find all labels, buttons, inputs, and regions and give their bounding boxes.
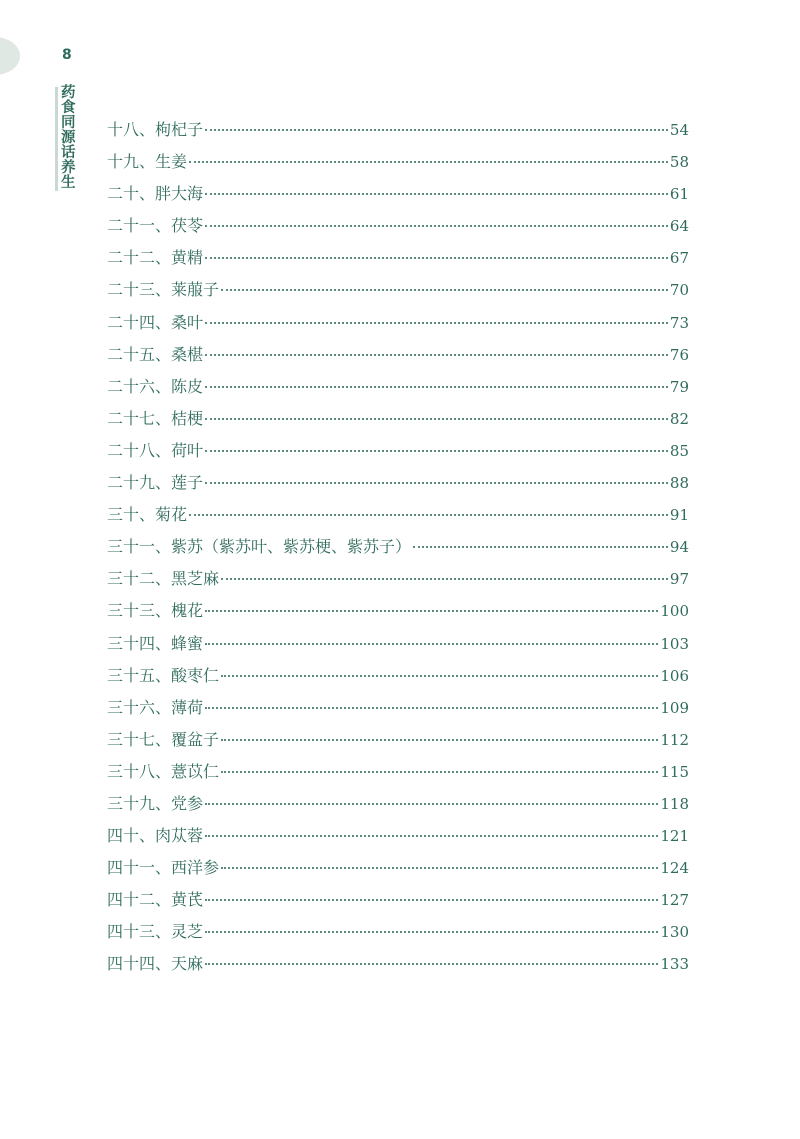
toc-entry[interactable]	[107, 181, 689, 213]
toc-leader-dots	[205, 225, 668, 227]
toc-entry-title: 四十一、西洋参	[107, 858, 220, 878]
toc-leader-dots	[205, 450, 668, 452]
toc-entry-page: 64	[669, 217, 689, 236]
toc-entry-title: 三十七、覆盆子	[107, 729, 220, 749]
toc-entry-title: 二十、胖大海	[107, 184, 204, 204]
toc-leader-dots	[205, 322, 668, 324]
toc-entry[interactable]	[107, 470, 689, 502]
toc-entry-page: 100	[660, 602, 689, 621]
toc-leader-dots	[221, 771, 658, 773]
toc-entry-page: 94	[669, 538, 689, 557]
toc-entry[interactable]	[107, 374, 689, 406]
toc-entry-title: 三十三、槐花	[107, 601, 204, 621]
toc-entry[interactable]	[107, 759, 689, 791]
toc-entry-title: 二十二、黄精	[107, 248, 204, 268]
toc-entry-page: 103	[660, 634, 689, 653]
toc-entry-title: 三十四、蜂蜜	[107, 633, 204, 653]
toc-entry[interactable]	[107, 245, 689, 277]
page-tab-decoration	[0, 37, 20, 75]
toc-entry[interactable]	[107, 919, 689, 951]
toc-leader-dots	[205, 418, 668, 420]
toc-leader-dots	[221, 739, 658, 741]
toc-entry-title: 三十、菊花	[107, 505, 188, 525]
toc-entry-page: 67	[669, 249, 689, 268]
toc-entry[interactable]	[107, 342, 689, 374]
toc-entry[interactable]	[107, 310, 689, 342]
toc-entry-page: 88	[669, 474, 689, 493]
toc-leader-dots	[221, 289, 668, 291]
toc-entry-title: 三十八、薏苡仁	[107, 761, 220, 781]
toc-entry-page: 133	[660, 955, 689, 974]
toc-entry-title: 三十一、紫苏（紫苏叶、紫苏梗、紫苏子）	[107, 537, 412, 557]
toc-entry-title: 二十七、桔梗	[107, 408, 204, 428]
toc-entry-page: 82	[669, 409, 689, 428]
toc-entry[interactable]	[107, 566, 689, 598]
toc-leader-dots	[221, 867, 658, 869]
toc-entry[interactable]	[107, 598, 689, 630]
toc-entry-page: 61	[669, 185, 689, 204]
toc-entry-title: 二十三、莱菔子	[107, 280, 220, 300]
toc-entry-page: 73	[669, 313, 689, 332]
toc-entry[interactable]	[107, 727, 689, 759]
toc-leader-dots	[205, 707, 658, 709]
toc-entry[interactable]	[107, 631, 689, 663]
toc-entry[interactable]	[107, 277, 689, 309]
toc-entry-page: 91	[669, 506, 689, 525]
toc-leader-dots	[205, 931, 658, 933]
toc-entry-title: 四十四、天麻	[107, 954, 204, 974]
toc-leader-dots	[205, 899, 658, 901]
toc-entry-page: 54	[669, 121, 689, 139]
toc-leader-dots	[205, 835, 658, 837]
toc-leader-dots	[205, 193, 668, 195]
toc-entry[interactable]	[107, 117, 689, 149]
toc-entry-page: 121	[660, 827, 689, 846]
toc-entry-page: 130	[660, 923, 689, 942]
toc-entry-page: 97	[669, 570, 689, 589]
toc-entry[interactable]	[107, 951, 689, 983]
side-title-bar	[55, 87, 58, 191]
toc-entry-title: 四十二、黄芪	[107, 890, 204, 910]
toc-entry-title: 三十二、黑芝麻	[107, 569, 220, 589]
toc-leader-dots	[205, 963, 658, 965]
toc-entry[interactable]	[107, 855, 689, 887]
toc-entry-title: 二十六、陈皮	[107, 376, 204, 396]
toc-entry[interactable]	[107, 534, 689, 566]
toc-entry[interactable]	[107, 695, 689, 727]
toc-entry-title: 二十四、桑叶	[107, 312, 204, 332]
toc-leader-dots	[205, 610, 658, 612]
toc-entry-title: 二十一、茯苓	[107, 216, 204, 236]
toc-entry-page: 115	[660, 762, 689, 781]
toc-entry-title: 三十六、薄荷	[107, 697, 204, 717]
toc-entry-title: 二十八、荷叶	[107, 440, 204, 460]
toc-leader-dots	[205, 129, 668, 131]
toc-entry[interactable]	[107, 791, 689, 823]
toc-entry-page: 76	[669, 345, 689, 364]
toc-entry-page: 127	[660, 891, 689, 910]
toc-entry-page: 118	[660, 794, 689, 813]
toc-entry[interactable]	[107, 438, 689, 470]
toc-leader-dots	[205, 643, 658, 645]
toc-entry-title: 二十五、桑椹	[107, 344, 204, 364]
table-of-contents	[107, 117, 689, 984]
toc-leader-dots	[205, 803, 658, 805]
toc-entry-page: 106	[660, 666, 689, 685]
toc-leader-dots	[189, 161, 668, 163]
toc-entry-page: 58	[669, 153, 689, 172]
toc-entry-title: 三十五、酸枣仁	[107, 665, 220, 685]
toc-leader-dots	[189, 514, 668, 516]
toc-entry[interactable]	[107, 213, 689, 245]
toc-entry-title: 二十九、莲子	[107, 473, 204, 493]
toc-entry-title: 三十九、党参	[107, 793, 204, 813]
toc-leader-dots	[205, 354, 668, 356]
book-title: 药食同源话养生	[61, 85, 76, 191]
toc-entry-page: 85	[669, 441, 689, 460]
toc-entry[interactable]	[107, 663, 689, 695]
toc-entry[interactable]	[107, 502, 689, 534]
toc-entry-page: 109	[660, 698, 689, 717]
toc-leader-dots	[205, 257, 668, 259]
toc-entry[interactable]	[107, 887, 689, 919]
toc-entry-title: 十八、枸杞子	[107, 120, 204, 139]
page-number: 8	[62, 47, 72, 63]
toc-entry[interactable]	[107, 406, 689, 438]
toc-leader-dots	[205, 482, 668, 484]
toc-entry-title: 四十三、灵芝	[107, 922, 204, 942]
toc-entry-title: 四十、肉苁蓉	[107, 826, 204, 846]
toc-leader-dots	[205, 386, 668, 388]
toc-entry-title: 十九、生姜	[107, 152, 188, 172]
toc-leader-dots	[413, 546, 668, 548]
toc-entry[interactable]	[107, 149, 689, 181]
toc-leader-dots	[221, 578, 668, 580]
toc-entry[interactable]	[107, 823, 689, 855]
toc-entry-page: 124	[660, 859, 689, 878]
toc-entry-page: 70	[669, 281, 689, 300]
toc-entry-page: 112	[660, 730, 689, 749]
toc-entry-page: 79	[669, 377, 689, 396]
toc-leader-dots	[221, 675, 658, 677]
